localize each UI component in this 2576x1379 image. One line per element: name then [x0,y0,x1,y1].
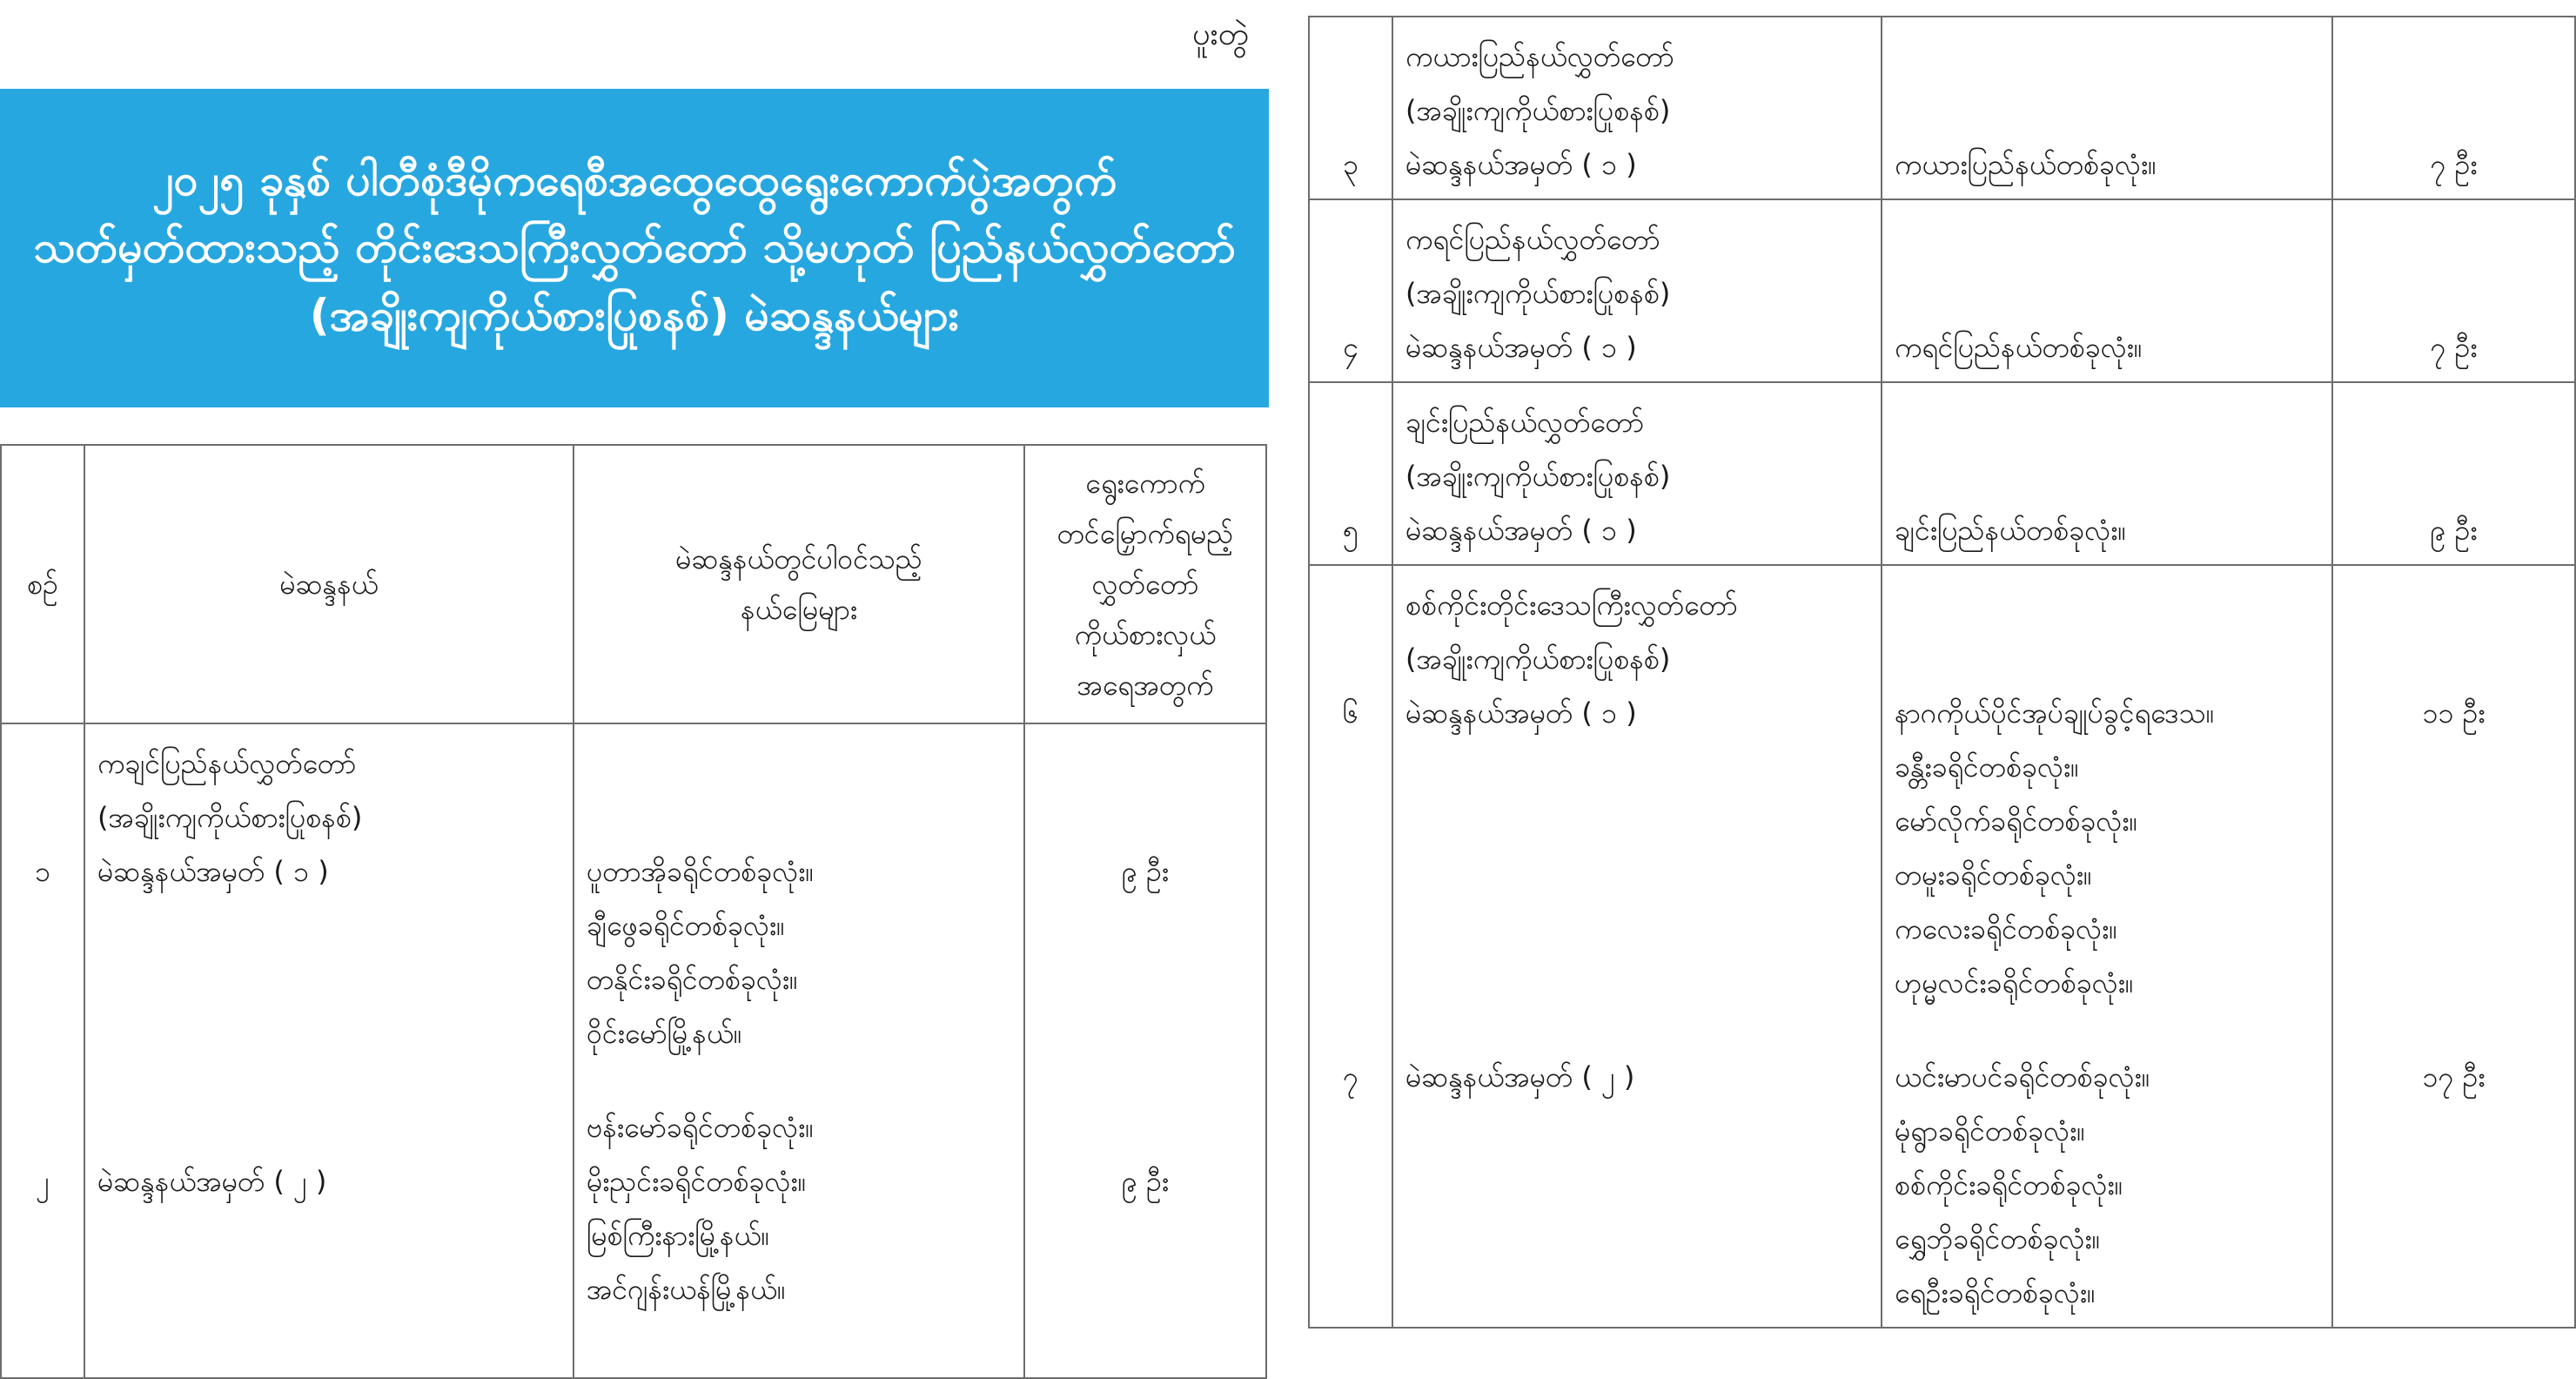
township-item: ရေဦးခရိုင်တစ်ခုလုံး။ [1895,1276,2096,1309]
township-item: အင်ဂျန်းယန်မြို့နယ်။ [587,1273,786,1306]
township-item: စစ်ကိုင်းခရိုင်တစ်ခုလုံး။ [1895,1168,2123,1201]
header-representatives [1024,445,1266,723]
township-item: ခန္တီးခရိုင်တစ်ခုလုံး။ [1895,750,2079,784]
township-item: မိုးညှင်းခရိုင်တစ်ခုလုံး။ [587,1165,807,1198]
table-header-row [1,445,1266,723]
row-number: ၇ [1343,1060,1358,1093]
row-number-cell [1309,382,1392,565]
representatives-cell [2332,199,2575,382]
constituency-cell [1392,199,1882,382]
header-reps-line: တင်မြှောက်ရမည့် [1057,517,1234,550]
header-constituency: မဲဆန္ဒနယ် [84,445,574,723]
representative-count: ၉ ဦး [2430,514,2478,547]
row-number: ၆ [1343,696,1358,730]
township-item: မြစ်ကြီးနားမြို့နယ်။ [587,1219,770,1252]
township-item: ကရင်ပြည်နယ်တစ်ခုလုံး။ [1895,331,2143,364]
representative-count: ၉ ဦး [1121,855,1170,888]
header-townships-line: နယ်မြေများ [741,593,857,626]
township-item: ယင်းမာပင်ခရိုင်တစ်ခုလုံး။ [1895,1060,2150,1093]
header-townships [574,445,1024,723]
township-item: ကယားပြည်နယ်တစ်ခုလုံး။ [1895,148,2157,181]
township-item: ဝိုင်းမော်မြို့နယ်။ [587,1017,742,1050]
constituency-name: မဲဆန္ဒနယ်အမှတ် ( ၁ ) [1405,514,1637,547]
table-row [1309,17,2575,199]
constituency-name: မဲဆန္ဒနယ်အမှတ် ( ၁ ) [97,855,329,888]
table-row [1309,199,2575,382]
township-item: ဗန်းမော်ခရိုင်တစ်ခုလုံး။ [587,1111,814,1144]
townships-cell [1882,17,2332,199]
representative-count: ၉ ဦး [1121,1165,1170,1198]
group-subheading: (အချိုးကျကိုယ်စားပြုစနစ်) [1405,94,1671,127]
row-number-cell [1309,17,1392,199]
group-subheading: (အချိုးကျကိုယ်စားပြုစနစ်) [1405,277,1671,310]
constituency-cell [1392,565,1882,1328]
header-reps-line: လွှတ်တော် [1091,568,1199,601]
representatives-cell [2332,17,2575,199]
township-item: နာဂကိုယ်ပိုင်အုပ်ချုပ်ခွင့်ရဒေသ။ [1895,696,2215,730]
constituency-name: မဲဆန္ဒနယ်အမှတ် ( ၁ ) [1405,331,1637,364]
constituency-cell [1392,17,1882,199]
constituency-table-left [0,444,1267,1379]
row-number-cell [1,723,84,1378]
township-item: ပူတာအိုခရိုင်တစ်ခုလုံး။ [587,855,815,888]
group-heading: ကချင်ပြည်နယ်လွှတ်တော် [97,747,357,780]
constituency-table-right [1308,16,2576,1329]
row-number: ၃ [1343,148,1358,181]
township-item: ချင်းပြည်နယ်တစ်ခုလုံး။ [1895,514,2127,547]
township-item: ဟုမ္မလင်းခရိုင်တစ်ခုလုံး။ [1895,966,2134,999]
representatives-cell [2332,565,2575,1328]
township-item: မော်လိုက်ခရိုင်တစ်ခုလုံး။ [1895,804,2138,837]
attachment-label: ပူးတွဲ [1192,17,1249,52]
row-number: ၅ [1343,514,1358,547]
group-heading: ချင်းပြည်နယ်လွှတ်တော် [1405,406,1644,439]
representatives-cell [1024,723,1266,1378]
constituency-cell [84,723,574,1378]
representative-count: ၇ ဦး [2430,331,2478,364]
townships-cell [1882,199,2332,382]
row-number: ၂ [36,1165,50,1198]
group-subheading: (အချိုးကျကိုယ်စားပြုစနစ်) [1405,460,1671,493]
township-item: ကလေးခရိုင်တစ်ခုလုံး။ [1895,912,2117,945]
constituency-cell [1392,382,1882,565]
group-heading: ကရင်ပြည်နယ်လွှတ်တော် [1405,223,1660,256]
township-item: ရွှေဘိုခရိုင်တစ်ခုလုံး။ [1895,1222,2101,1255]
header-no: စဉ် [1,445,84,723]
group-heading: စစ်ကိုင်းတိုင်းဒေသကြီးလွှတ်တော် [1405,589,1738,622]
document-title-banner [0,89,1269,407]
header-townships-line: မဲဆန္ဒနယ်တွင်ပါဝင်သည့် [675,542,922,575]
township-item: ချီဖွေခရိုင်တစ်ခုလုံး။ [587,909,785,942]
representative-count: ၁၁ ဦး [2422,696,2485,730]
group-heading: ကယားပြည်နယ်လွှတ်တော် [1405,40,1674,73]
township-item: တနိုင်းခရိုင်တစ်ခုလုံး။ [587,963,798,996]
townships-cell [1882,382,2332,565]
township-item: မုံရွာခရိုင်တစ်ခုလုံး။ [1895,1114,2085,1147]
group-subheading: (အချိုးကျကိုယ်စားပြုစနစ်) [1405,642,1671,676]
header-reps-line: အရေအတွက် [1077,669,1214,702]
header-reps-line: ရွေးကောက် [1085,467,1205,500]
representative-count: ၁၇ ဦး [2422,1060,2485,1093]
title-line: (အချိုးကျကိုယ်စားပြုစနစ်) မဲဆန္ဒနယ်များ [309,289,960,340]
row-number: ၄ [1343,331,1358,364]
constituency-name: မဲဆန္ဒနယ်အမှတ် ( ၂ ) [97,1165,327,1198]
constituency-name: မဲဆန္ဒနယ်အမှတ် ( ၁ ) [1405,696,1637,730]
group-subheading: (အချိုးကျကိုယ်စားပြုစနစ်) [97,801,363,834]
table-row [1309,382,2575,565]
table-row [1,723,1266,1378]
title-line: ၂၀၂၅ ခုနှစ် ပါတီစုံဒီမိုကရေစီအထွေထွေရွေးကောက်ပွဲအတွက် [152,154,1117,205]
constituency-name: မဲဆန္ဒနယ်အမှတ် ( ၁ ) [1405,148,1637,181]
title-line: သတ်မှတ်ထားသည့် တိုင်းဒေသကြီးလွှတ်တော် သို့မဟုတ် ပြည်နယ်လွှတ်တော် [33,222,1236,273]
township-item: တမူးခရိုင်တစ်ခုလုံး။ [1895,858,2092,891]
representatives-cell [2332,382,2575,565]
row-number-cell [1309,199,1392,382]
townships-cell [1882,565,2332,1328]
table-row [1309,565,2575,1328]
townships-cell [574,723,1024,1378]
row-number: ၁ [35,855,50,888]
header-reps-line: ကိုယ်စားလှယ် [1074,618,1217,651]
constituency-name: မဲဆန္ဒနယ်အမှတ် ( ၂ ) [1405,1060,1635,1093]
representative-count: ၇ ဦး [2430,148,2478,181]
row-number-cell [1309,565,1392,1328]
